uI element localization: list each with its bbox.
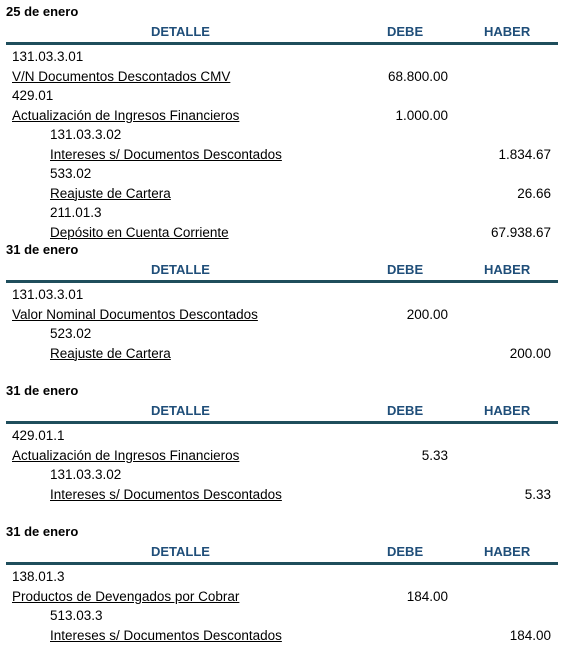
account-code: 513.03.3 (50, 608, 103, 623)
header-haber: HABER (484, 24, 531, 39)
account-code: 131.03.3.02 (50, 127, 122, 142)
debe-amount: 5.33 (421, 447, 448, 463)
entry-date: 31 de enero (6, 524, 79, 539)
column-header (6, 22, 558, 45)
account-description: Actualización de Ingresos Financieros (12, 447, 240, 463)
ledger-row (0, 324, 564, 344)
header-debe: DEBE (387, 24, 424, 39)
account-description: Reajuste de Cartera (50, 345, 171, 361)
ledger-row (0, 184, 564, 204)
ledger-row (0, 465, 564, 485)
account-code: 138.01.3 (12, 569, 65, 584)
ledger-row (0, 86, 564, 106)
haber-amount: 200.00 (509, 345, 551, 361)
account-description: Intereses s/ Documentos Descontados (50, 486, 282, 502)
haber-amount: 184.00 (509, 627, 551, 643)
ledger-row (0, 164, 564, 184)
account-description: Valor Nominal Documentos Descontados (12, 306, 258, 322)
ledger-row (0, 587, 564, 607)
account-description: Reajuste de Cartera (50, 185, 171, 201)
account-description: Intereses s/ Documentos Descontados (50, 146, 282, 162)
header-debe: DEBE (387, 403, 424, 418)
ledger-row (0, 47, 564, 67)
account-description: Actualización de Ingresos Financieros (12, 107, 240, 123)
account-code: 429.01 (12, 88, 54, 103)
debe-amount: 200.00 (406, 306, 448, 322)
account-description: Productos de Devengados por Cobrar (12, 588, 240, 604)
account-code: 533.02 (50, 166, 92, 181)
header-detalle: DETALLE (151, 262, 210, 277)
ledger-row (0, 203, 564, 223)
account-code: 523.02 (50, 326, 92, 341)
entry-date: 31 de enero (6, 383, 79, 398)
account-description: Intereses s/ Documentos Descontados (50, 627, 282, 643)
account-description: V/N Documentos Descontados CMV (12, 68, 231, 84)
account-code: 211.01.3 (50, 205, 102, 220)
column-header (6, 542, 558, 565)
column-header (6, 401, 558, 424)
ledger-row (0, 125, 564, 145)
ledger-row (0, 285, 564, 305)
haber-amount: 5.33 (524, 486, 551, 502)
account-code: 429.01.1 (12, 428, 65, 443)
debe-amount: 1.000.00 (395, 107, 448, 123)
ledger-row (0, 223, 564, 243)
ledger-row (0, 485, 564, 505)
account-code: 131.03.3.01 (12, 49, 84, 64)
entry-date: 31 de enero (6, 242, 79, 257)
ledger-row (0, 344, 564, 364)
column-header (6, 260, 558, 283)
ledger-row (0, 606, 564, 626)
haber-amount: 67.938.67 (490, 224, 551, 240)
account-code: 131.03.3.02 (50, 467, 122, 482)
entry-date: 25 de enero (6, 4, 79, 19)
header-haber: HABER (484, 403, 531, 418)
account-code: 131.03.3.01 (12, 287, 84, 302)
ledger-row (0, 567, 564, 587)
ledger-row (0, 305, 564, 325)
header-haber: HABER (484, 262, 531, 277)
account-description: Depósito en Cuenta Corriente (50, 224, 229, 240)
ledger-row (0, 446, 564, 466)
header-detalle: DETALLE (151, 544, 210, 559)
header-detalle: DETALLE (151, 24, 210, 39)
haber-amount: 26.66 (517, 185, 551, 201)
debe-amount: 184.00 (406, 588, 448, 604)
ledger-row (0, 626, 564, 646)
haber-amount: 1.834.67 (498, 146, 551, 162)
header-debe: DEBE (387, 262, 424, 277)
debe-amount: 68.800.00 (387, 68, 448, 84)
ledger-row (0, 67, 564, 87)
header-debe: DEBE (387, 544, 424, 559)
ledger-row (0, 426, 564, 446)
ledger-row (0, 106, 564, 126)
header-haber: HABER (484, 544, 531, 559)
ledger-row (0, 145, 564, 165)
header-detalle: DETALLE (151, 403, 210, 418)
